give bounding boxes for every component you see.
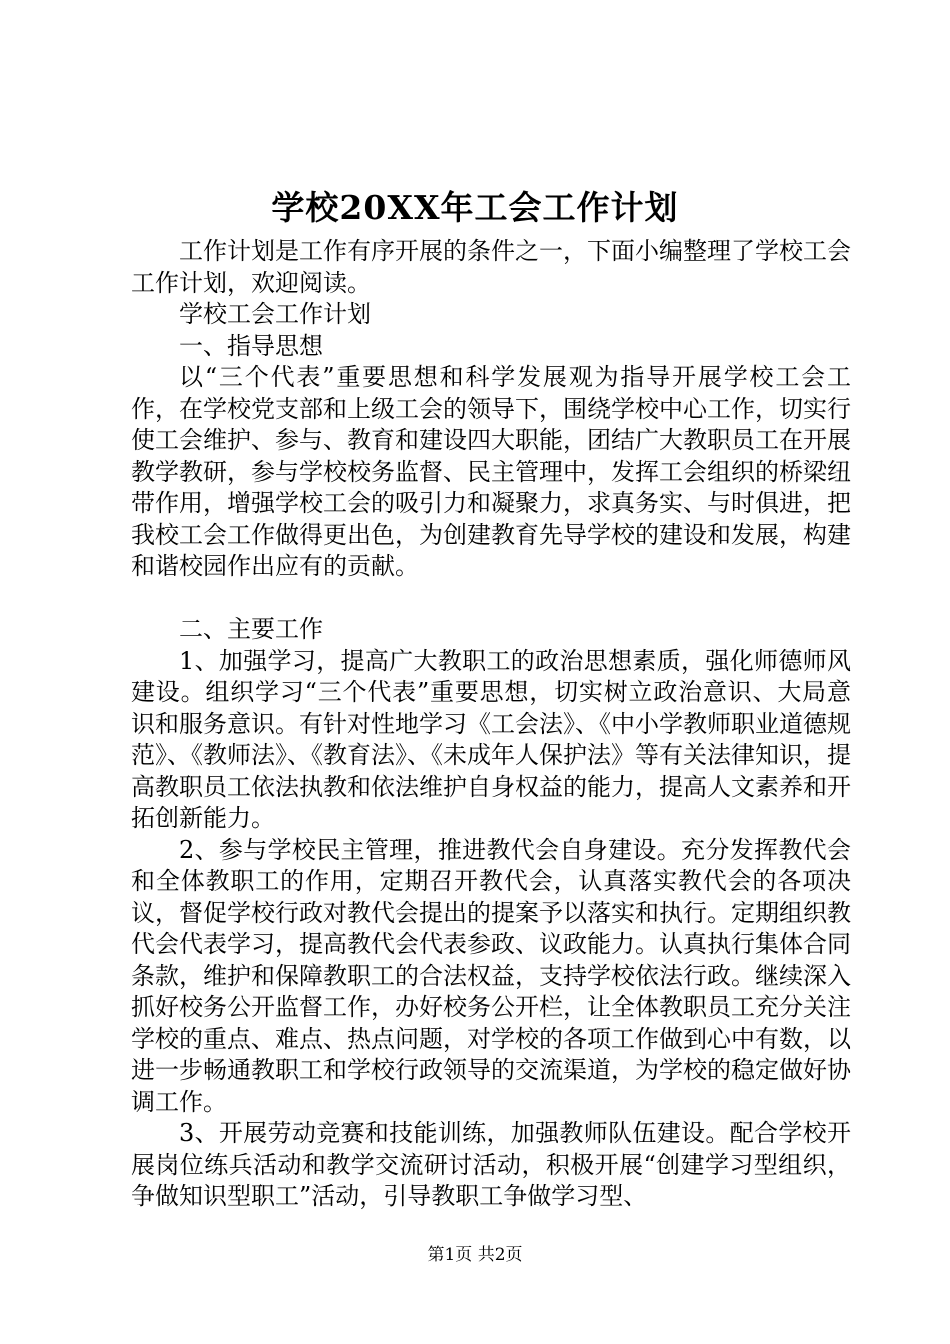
guiding-ideology-paragraph: 以“三个代表”重要思想和科学发展观为指导开展学校工会工作，在学校党支部和上级工会的领导下，围绕学校中心工作，切实行使工会维护、参与、教育和建设四大职能，团结广大教职员工在开展教学教研，参与学校校务监督、民主管理中，发挥工会组织的桥梁纽带作用，增强学校工会的吸引力和凝聚力，求真务实、与时俱进，把我校工会工作做得更出色，为创建教育先导学校的建设和发展，构建和谐校园作出应有的贡献。: [131, 363, 851, 580]
intro-paragraph: 工作计划是工作有序开展的条件之一，下面小编整理了学校工会工作计划，欢迎阅读。: [131, 237, 851, 297]
page-footer: 第1页 共2页: [427, 1245, 523, 1265]
main-work-item-2: 2、参与学校民主管理，推进教代会自身建设。充分发挥教代会和全体教职工的作用，定期召开教代会，认真落实教代会的各项决议，督促学校行政对教代会提出的提案予以落实和执行。定期组织教代会代表学习，提高教代会代表参政、议政能力。认真执行集体合同条款，维护和保障教职工的合法权益，支持学校依法行政。继续深入抓好校务公开监督工作，办好校务公开栏，让全体教职员工充分关注学校的重点、难点、热点问题，对学校的各项工作做到心中有数，以进一步畅通教职工和学校行政领导的交流渠道，为学校的稳定做好协调工作。: [131, 835, 851, 1116]
plan-heading: 学校工会工作计划: [179, 300, 371, 328]
section-heading-main-work: 二、主要工作: [179, 615, 323, 643]
document-body: [131, 236, 851, 1213]
section-heading-guiding-ideology: 一、指导思想: [179, 331, 323, 360]
page-title: 学校20XX年工会工作计划: [271, 188, 679, 227]
main-work-item-3: 3、开展劳动竞赛和技能训练，加强教师队伍建设。配合学校开展岗位练兵活动和教学交流研讨活动，积极开展“创建学习型组织，争做知识型职工”活动，引导教职工争做学习型、: [131, 1119, 851, 1210]
main-work-item-1: 1、加强学习，提高广大教职工的政治思想素质，强化师德师风建设。组织学习“三个代表”重要思想，切实树立政治意识、大局意识和服务意识。有针对性地学习《工会法》、《中小学教师职业道德规范》、《教师法》、《教育法》、《未成年人保护法》等有关法律知识，提高教职员工依法执教和依法维护自身权益的能力，提高人文素养和开拓创新能力。: [131, 646, 851, 832]
